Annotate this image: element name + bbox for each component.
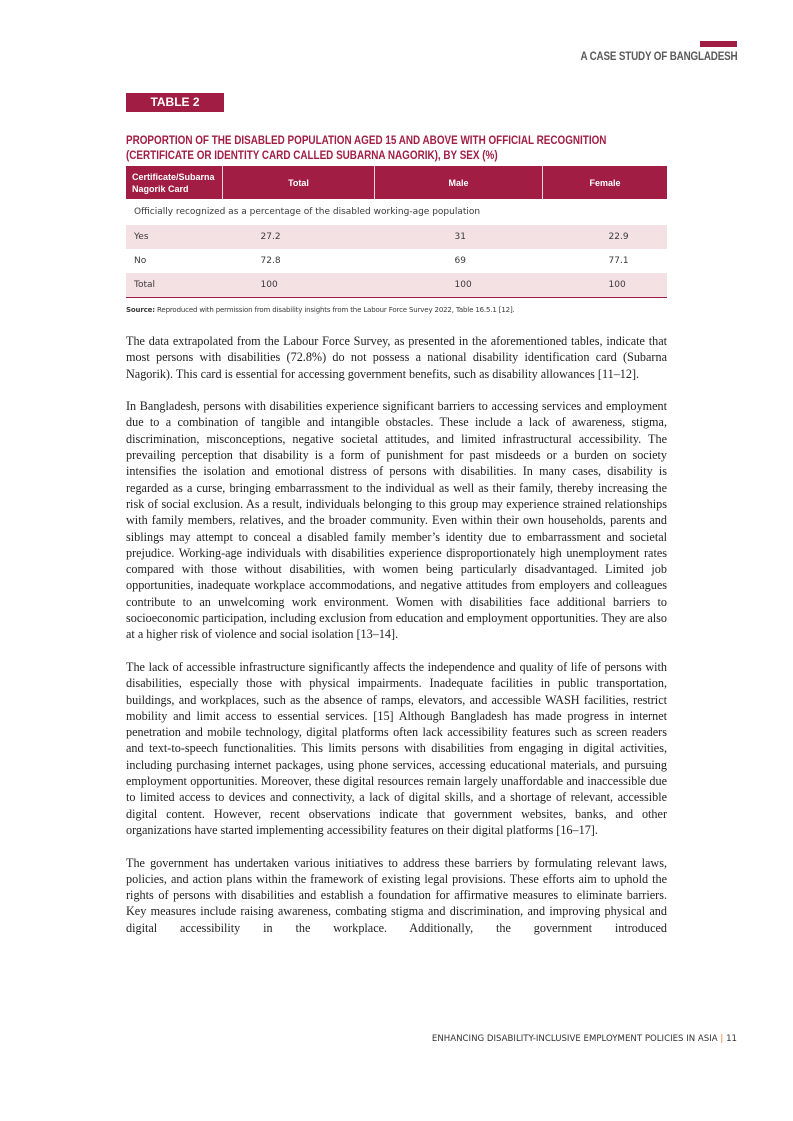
column-header-card: Certificate/Subarna Nagorik Card [126, 166, 223, 199]
table-subheading-row [126, 199, 667, 225]
row-label: No [134, 256, 147, 266]
table-row [126, 249, 667, 273]
source-label: Source: [126, 306, 155, 314]
paragraph: In Bangladesh, persons with disabilities experience significant barriers to accessing services and employment due to a combination of tangible and intangible obstacles. These include a lack of awareness, stigma, discrimination, misconceptions, negative societal attitudes, and limited infrastructural accessibility. The prevailing perception that disability is a form of punishment for past misdeeds or a burden on society intensifies the isolation and emotional distress of persons with disabilities. In many cases, disability is regarded as a curse, bringing embarrassment to the individual as well as their family, thereby increasing the risk of social exclusion. As a result, individuals belonging to this group may experience strained relationships with family members, relatives, and the broader community. Even within their own households, parents and siblings may attempt to conceal a disabled family member’s identity due to embarrassment and societal prejudice. Working-age individuals with disabilities experience disproportionately high unemployment rates compared with those without disabilities, with women being particularly disadvantaged. Limited job opportunities, inadequate workplace accommodations, and negative attitudes from employers and colleagues contribute to an unwelcoming work environment. Women with disabilities face additional barriers to socioeconomic participation, including exclusion from education and employment opportunities. They are also at a higher risk of violence and social isolation [13–14]. [126, 399, 667, 642]
cell-female: 77.1 [608, 256, 629, 266]
cell-total: 27.2 [223, 225, 375, 249]
body-text [126, 333, 667, 952]
running-head: A CASE STUDY OF BANGLADESH [579, 49, 737, 63]
column-header-female: Female [543, 166, 668, 199]
footer-publication-title: ENHANCING DISABILITY-INCLUSIVE EMPLOYMENT POLICIES IN ASIA [431, 1034, 718, 1044]
table-header-row [126, 166, 667, 199]
paragraph: The data extrapolated from the Labour Force Survey, as presented in the aforementioned tables, indicate that most persons with disabilities (72.8%) do not possess a national disability identification card (Subarna Nagorik). This card is essential for accessing government benefits, such as disability allowances [11–12]. [126, 334, 667, 381]
column-header-male: Male [375, 166, 543, 199]
cell-total: 100 [223, 273, 375, 298]
page-number: 11 [726, 1034, 737, 1044]
row-label: Yes [126, 225, 223, 249]
cell-female: 100 [543, 273, 668, 298]
paragraph: The government has undertaken various initiatives to address these barriers by formulating relevant laws, policies, and action plans within the framework of existing legal provisions. These efforts aim to uphold the rights of persons with disabilities and establish a foundation for affirmative measures to eliminate barriers. Key measures include raising awareness, combating stigma and discrimination, and improving physical and digital accessibility in the workplace. Additionally, the government introduced [126, 855, 667, 935]
cell-female: 22.9 [543, 225, 668, 249]
column-header-total: Total [223, 166, 375, 199]
table-row [126, 273, 667, 298]
footer-separator: | [720, 1034, 724, 1044]
cell-male: 69 [454, 256, 466, 266]
table-subheading: Officially recognized as a percentage of the disabled working-age population [134, 207, 481, 217]
paragraph: The lack of accessible infrastructure significantly affects the independence and quality of life of persons with disabilities, especially those with physical impairments. Inadequate facilities in public transportation, buildings, and workplaces, such as the absence of ramps, elevators, and accessible WASH facilities, restrict mobility and limit access to essential services. [15] Although Bangladesh has made progress in internet penetration and mobile technology, digital platforms often lack accessibility features such as screen readers and text-to-speech functionalities. This limits persons with disabilities from engaging in digital activities, including purchasing internet packages, using phone services, accessing educational materials, and pursuing employment opportunities. Moreover, these digital resources remain largely unaffordable and inaccessible due to limited access to devices and connectivity, a lack of digital skills, and a shortage of relevant, accessible digital content. However, recent observations indicate that government websites, banks, and other organizations have started implementing accessibility features on their digital platforms [16–17]. [126, 659, 667, 837]
table-title: PROPORTION OF THE DISABLED POPULATION AGED 15 AND ABOVE WITH OFFICIAL RECOGNITION (CERTIFICATE OR IDENTITY CARD CALLED SUBARNA NAGORIK), BY SEX (%) [126, 135, 607, 162]
header-accent-bar [700, 41, 737, 47]
row-label: Total [126, 273, 223, 298]
source-text: Reproduced with permission from disability insights from the Labour Force Survey 2022, Table 16.5.1 [12]. [154, 306, 515, 314]
cell-male: 31 [375, 225, 543, 249]
table-row [126, 225, 667, 249]
cell-total: 72.8 [260, 256, 281, 266]
cell-male: 100 [375, 273, 543, 298]
data-table [126, 166, 667, 298]
table-label: TABLE 2 [126, 93, 224, 112]
page-footer [432, 1034, 737, 1044]
table-source-note [126, 306, 515, 314]
